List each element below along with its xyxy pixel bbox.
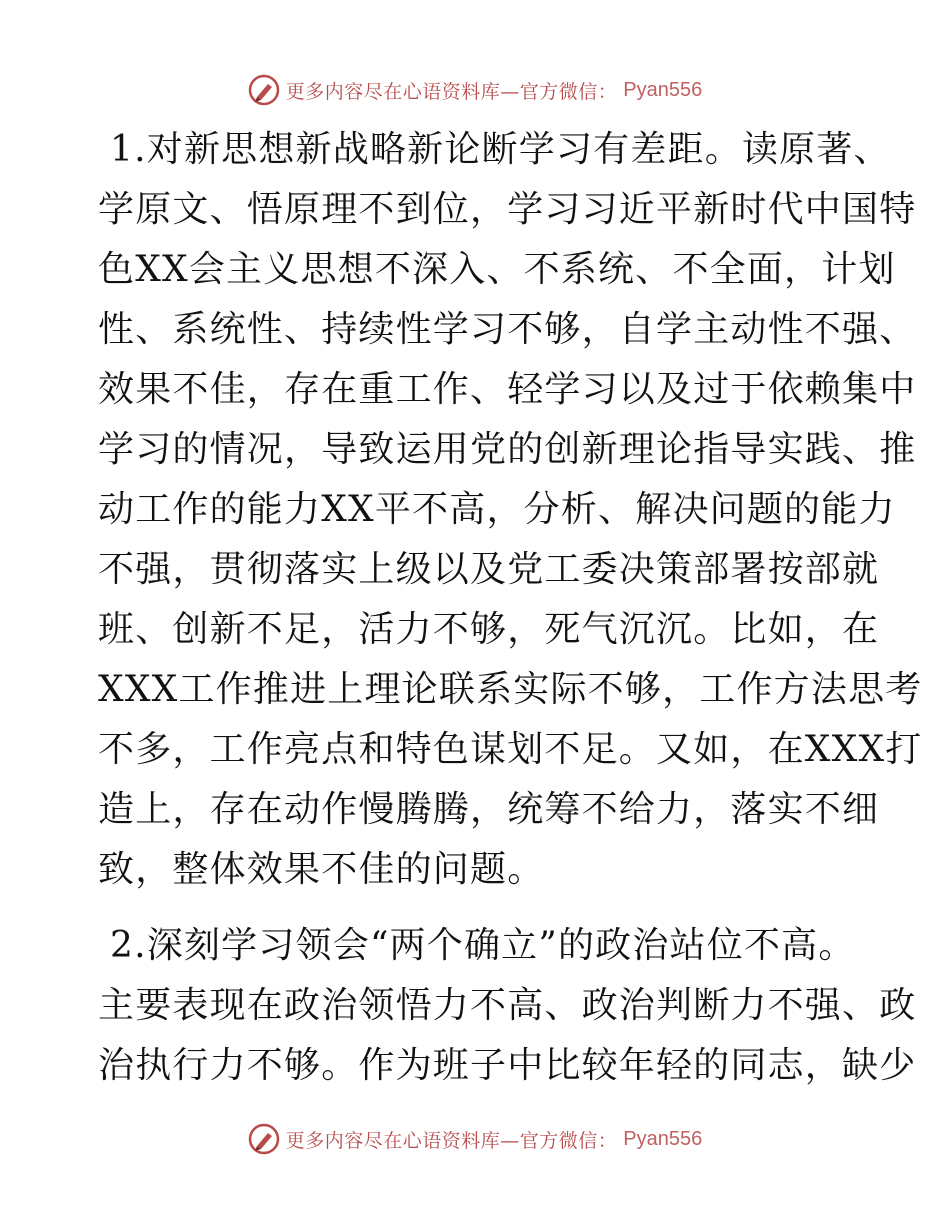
pen-logo-icon [248,1123,280,1155]
text-line: 色XX会主义思想不深入、不系统、不全面，计划 [98,249,896,290]
footer-banner [0,1121,950,1157]
text-line: 不强，贯彻落实上级以及党工委决策部署按部就 [98,549,880,590]
text-line: 1.对新思想新战略新论断学习有差距。读原著、 [110,129,891,170]
text-line: 主要表现在政治领悟力不高、政治判断力不强、政 [98,985,917,1026]
header-banner [0,72,950,108]
text-line: 班、创新不足，活力不够，死气沉沉。比如，在 [98,609,880,650]
pen-logo-icon [248,74,280,106]
text-line: 动工作的能力XX平不高，分析、解决问题的能力 [98,489,896,530]
text-line: 治执行力不够。作为班子中比较年轻的同志，缺少 [98,1045,917,1086]
header-banner-wechat-id: Pyan556 [623,78,703,101]
text-line: 效果不佳，存在重工作、轻学习以及过于依赖集中 [98,369,917,410]
text-line: 造上，存在动作慢腾腾，统筹不给力，落实不细 [98,789,880,830]
footer-banner-text: 更多内容尽在心语资料库—官方微信： [285,1129,618,1152]
paragraph-1 [98,120,923,900]
paragraph-2 [98,916,917,1096]
text-line: 学原文、悟原理不到位，学习习近平新时代中国特 [98,189,917,230]
text-line: XXX工作推进上理论联系实际不够，工作方法思考 [98,669,923,710]
footer-banner-wechat-id: Pyan556 [623,1127,703,1150]
text-line: 学习的情况，导致运用党的创新理论指导实践、推 [98,429,917,470]
document-body [98,120,923,1096]
text-line: 2.深刻学习领会“两个确立”的政治站位不高。 [110,925,856,966]
text-line: 不多，工作亮点和特色谋划不足。又如，在XXX打 [98,729,923,770]
header-banner-text: 更多内容尽在心语资料库—官方微信： [285,80,618,103]
text-line: 致，整体效果不佳的问题。 [98,849,545,890]
text-line: 性、系统性、持续性学习不够，自学主动性不强、 [98,309,917,350]
